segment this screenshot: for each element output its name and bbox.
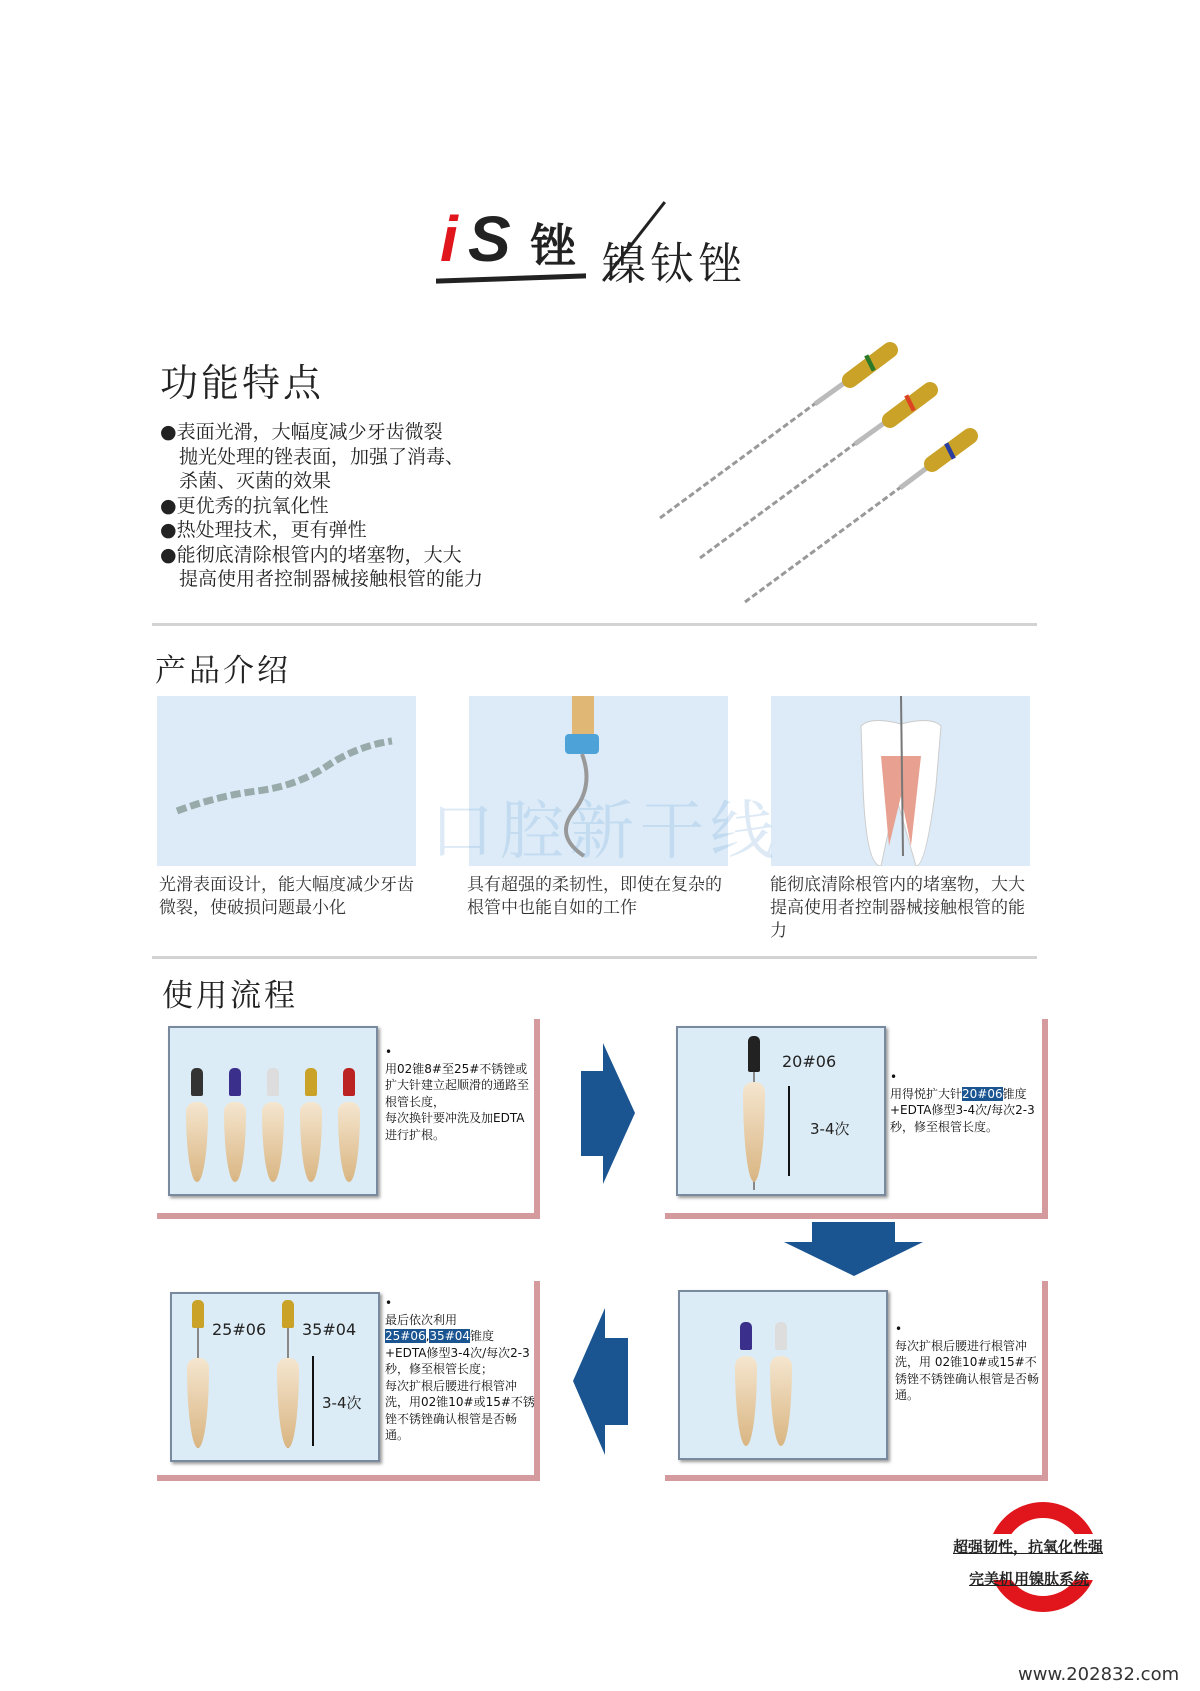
step-2-text: • 用得悦扩大针20#06锥度+EDTA修型3-4次/每次2-3秒，修至根管长度。 (890, 1070, 1035, 1134)
watermark: 口腔新干线 (430, 795, 780, 869)
feature-line: ●表面光滑，大幅度减少牙齿微裂 (160, 421, 443, 443)
feature-line: ●能彻底清除根管内的堵塞物，大大 (160, 543, 462, 566)
root-canal-image (771, 696, 1030, 866)
file-3 (745, 436, 970, 602)
file-size-label: 25#06 (212, 1320, 267, 1339)
divider (152, 956, 1037, 959)
step-2-image (676, 1026, 886, 1196)
file-size-label: 35#04 (302, 1320, 357, 1339)
step-3-text: • 每次扩根后腰进行根管冲洗，用 02锥10#或15#不锈锉不锈锉确认根管是否畅通。 (895, 1322, 1040, 1402)
repeat-count: 3-4次 (322, 1394, 362, 1412)
nickel-titanium-files-image (650, 340, 980, 610)
card-caption: 光滑表面设计，能大幅度减少牙齿微裂，使破损问题最小化 (159, 875, 414, 918)
arrow-left-icon (573, 1308, 628, 1455)
features-list (160, 420, 680, 592)
feature-line: ●热处理技术，更有弹性 (160, 519, 367, 541)
feature-line: ●更优秀的抗氧化性 (160, 494, 329, 517)
step-4-image (170, 1292, 380, 1462)
divider (152, 623, 1037, 626)
logo-i: i (440, 203, 458, 275)
step-4 (157, 1281, 540, 1481)
badge-line-1: 超强韧性，抗氧化性强 (953, 1538, 1104, 1556)
feature-line: 抛光处理的锉表面，加强了消毒、 (160, 445, 465, 468)
logo-file: 锉 (530, 219, 576, 273)
badge-line-2: 完美机用镍肽系统 (969, 1570, 1090, 1588)
file-2 (700, 390, 930, 558)
step-2 (665, 1019, 1048, 1219)
logo (434, 192, 774, 288)
logo-s: S (468, 203, 511, 275)
process-heading: 使用流程 (162, 978, 298, 1014)
file-size-label: 20#06 (782, 1052, 837, 1071)
features-heading: 功能特点 (160, 361, 325, 405)
card-caption: 具有超强的柔韧性，即使在复杂的根管中也能自如的工作 (467, 875, 722, 918)
feature-line: 杀菌、灭菌的效果 (160, 470, 332, 492)
step-4-text: • 最后依次利用25#06,35#04锥度+EDTA修型3-4次/每次2-3秒，修至根管长度； 每次扩根后腰进行根管冲洗，用02锥10#或15#不锈锉不锈锉确认根管是否畅通。 (385, 1296, 535, 1442)
intro-heading: 产品介绍 (155, 653, 291, 689)
card-caption: 能彻底清除根管内的堵塞物，大大提高使用者控制器械接触根管的能力 (770, 875, 1025, 941)
repeat-count: 3-4次 (810, 1120, 850, 1138)
step-3-image (678, 1290, 888, 1460)
file-1 (660, 350, 890, 518)
step-1 (157, 1019, 540, 1219)
logo-underline (436, 273, 586, 283)
step-1-image (168, 1026, 378, 1196)
step-3 (665, 1281, 1048, 1481)
site-url: www.202832.com (1018, 1664, 1180, 1685)
logo-title: 镍钛锉 (602, 239, 746, 290)
smooth-surface-image (157, 696, 416, 866)
step-1-text: • 用02锥8#至25#不锈锉或扩大针建立起顺滑的通路至根管长度， 每次换针要冲洗及加EDTA进行扩根。 (385, 1045, 530, 1142)
arrow-down-icon (784, 1222, 923, 1276)
badge (988, 1502, 1098, 1627)
feature-line: 提高使用者控制器械接触根管的能力 (160, 568, 484, 590)
arrow-right-icon (581, 1043, 635, 1184)
